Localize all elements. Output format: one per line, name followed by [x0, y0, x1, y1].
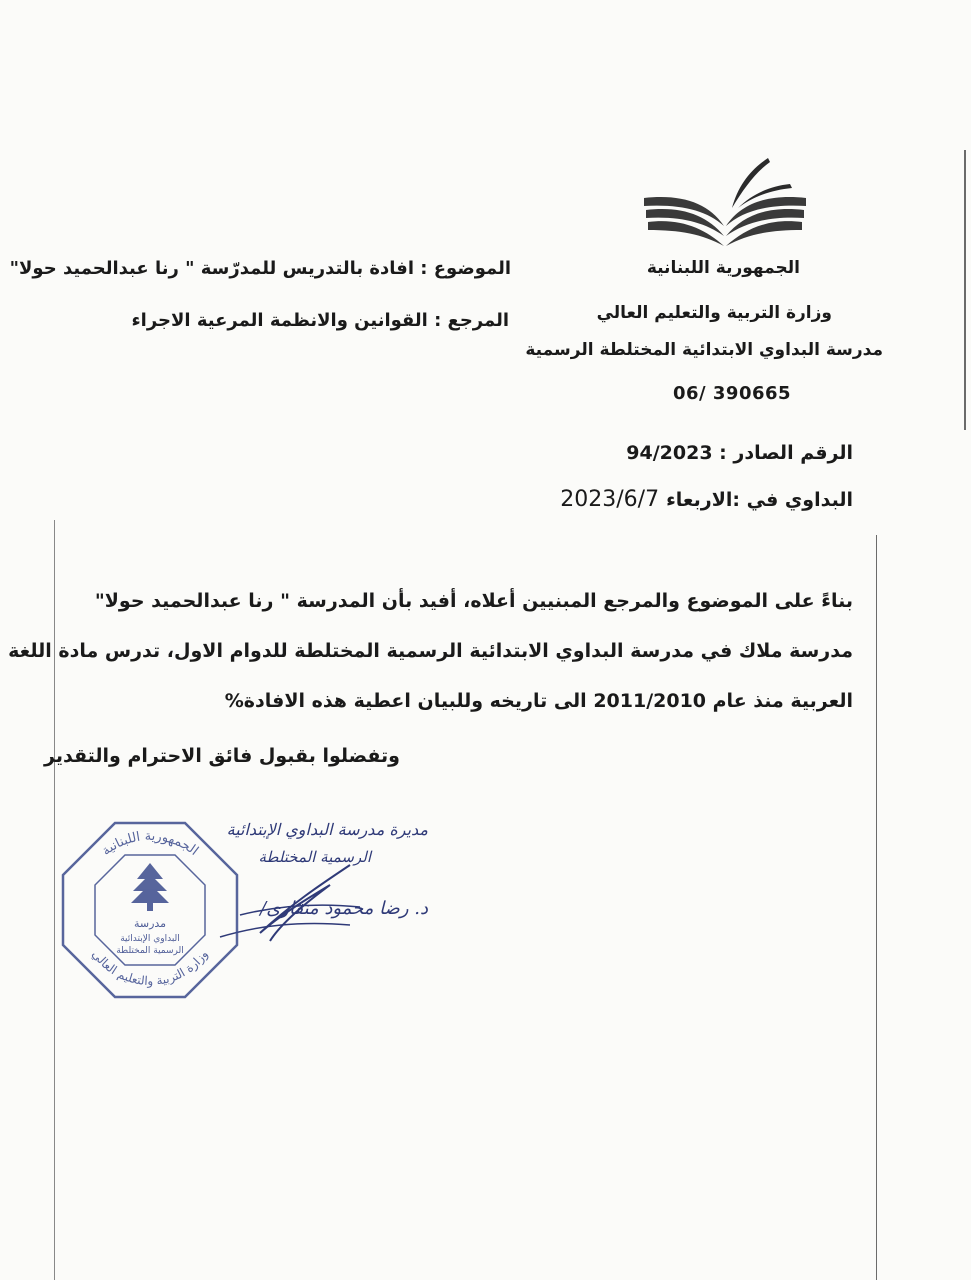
signatory-title-2: الرسمية المختلطة: [258, 848, 371, 866]
official-stamp: [55, 815, 245, 1005]
ministry-heading: وزارة التربية والتعليم العالي: [596, 303, 832, 323]
stamp-inner-line-2: البداوي الإبتدائية: [120, 934, 180, 944]
right-margin-line: [876, 535, 877, 1280]
school-heading: مدرسة البداوي الابتدائية المختلطة الرسمية: [525, 340, 883, 360]
closing-line: وتفضلوا بقبول فائق الاحترام والتقدير: [44, 745, 400, 767]
date-row: [560, 487, 853, 512]
issue-number-label: الرقم الصادر :: [719, 442, 853, 464]
signatory-title-1: مديرة مدرسة البداوي الإبتدائية: [226, 820, 428, 839]
stamp-outer-top-text: الجمهورية اللبنانية: [99, 828, 201, 859]
stamp-inner-line-3: الرسمية المختلطة: [116, 946, 184, 956]
subject-line: الموضوع : افادة بالتدريس للمدرّسة " رنا عبدالحميد حولا": [9, 258, 511, 279]
date-label: البداوي في :الاربعاء: [666, 489, 853, 511]
body-line-3: العربية منذ عام 2011/2010 الى تاريخه وللبيان اعطية هذه الافادة%: [224, 690, 853, 712]
cedar-icon: [131, 863, 169, 911]
school-phone: 06/ 390665: [673, 383, 792, 404]
issue-number-row: [626, 442, 853, 464]
body-line-2: مدرسة ملاك في مدرسة البداوي الابتدائية الرسمية المختلطة للدوام الاول، تدرس مادة اللغة: [8, 640, 853, 662]
republic-heading: الجمهورية اللبنانية: [646, 258, 800, 278]
date-value: 2023/6/7: [560, 487, 660, 512]
stamp-inner-line-1: مدرسة: [133, 917, 167, 930]
right-edge-line-top: [964, 150, 966, 430]
signatory-name: د. رضا محمود منقارى/: [260, 898, 428, 919]
body-line-1: بناءً على الموضوع والمرجع المبنيين أعلاه، أفيد بأن المدرسة " رنا عبدالحميد حولا": [94, 590, 853, 612]
issue-number-value: 94/2023: [626, 442, 713, 464]
stamp-outer-bottom-text: وزارة التربية والتعليم العالي: [89, 947, 211, 989]
reference-line: المرجع : القوانين والانظمة المرعية الاجراء: [131, 310, 509, 331]
book-logo-icon: [640, 150, 810, 250]
